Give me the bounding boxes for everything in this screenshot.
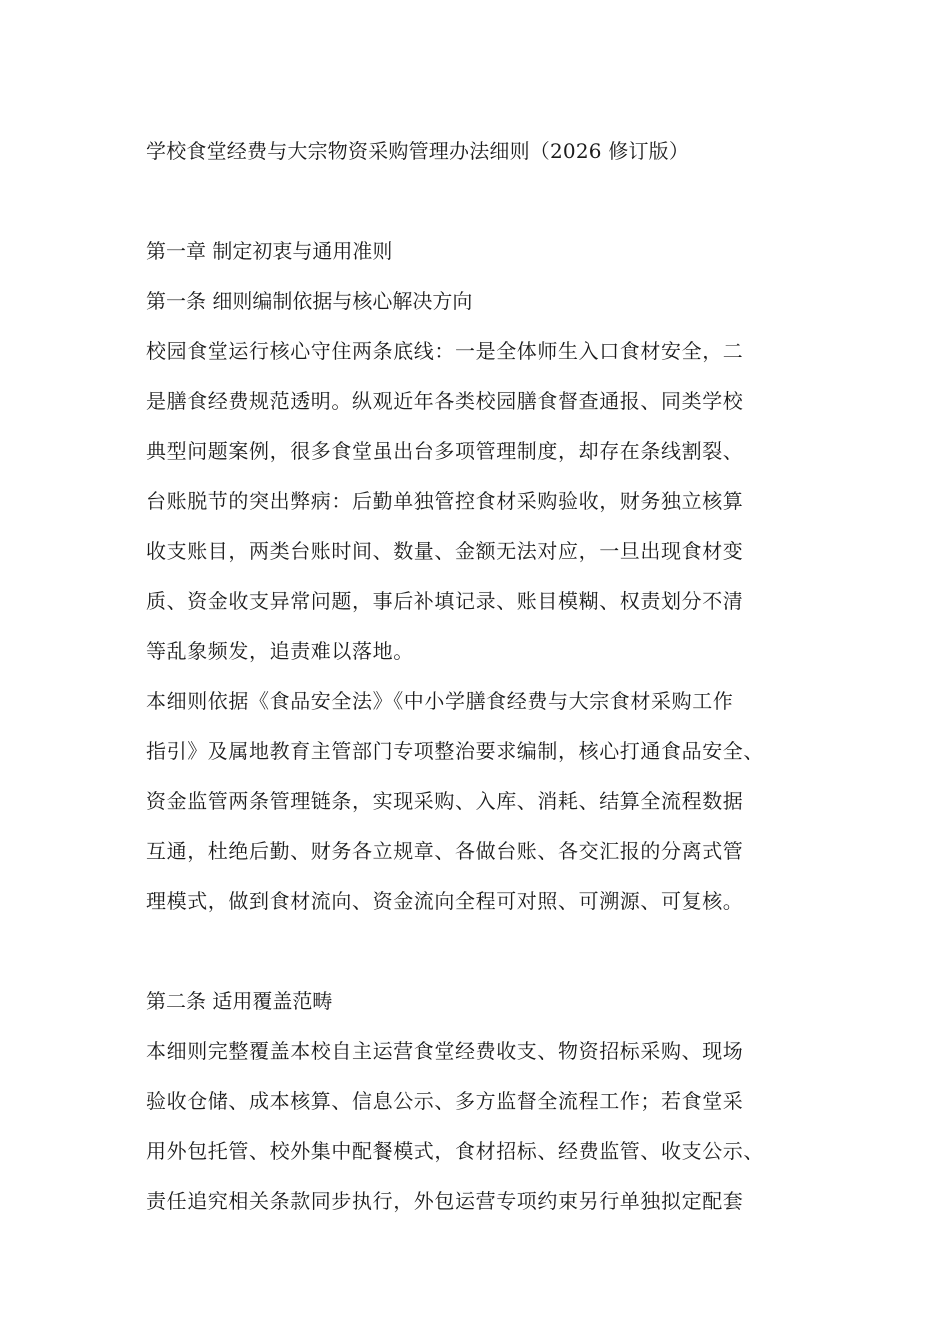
article-1-heading: 第一条 细则编制依据与核心解决方向 [146,289,473,313]
paragraph-line: 指引》及属地教育主管部门专项整治要求编制，核心打通食品安全、 [146,739,764,763]
paragraph-line: 互通，杜绝后勤、财务各立规章、各做台账、各交汇报的分离式管 [146,839,744,863]
paragraph-line: 校园食堂运行核心守住两条底线：一是全体师生入口食材安全，二 [146,339,744,363]
paragraph-line: 质、资金收支异常问题，事后补填记录、账目模糊、权责划分不清 [146,589,744,613]
paragraph-line: 资金监管两条管理链条，实现采购、入库、消耗、结算全流程数据 [146,789,744,813]
paragraph-line: 典型问题案例，很多食堂虽出台多项管理制度，却存在条线割裂、 [146,439,744,463]
chapter-1-heading: 第一章 制定初衷与通用准则 [146,239,393,263]
paragraph-line: 理模式，做到食材流向、资金流向全程可对照、可溯源、可复核。 [146,889,744,913]
paragraph-line: 是膳食经费规范透明。纵观近年各类校园膳食督查通报、同类学校 [146,389,744,413]
paragraph-line: 等乱象频发，追责难以落地。 [146,639,414,663]
article-2-heading: 第二条 适用覆盖范畴 [146,989,333,1013]
paragraph-line: 台账脱节的突出弊病：后勤单独管控食材采购验收，财务独立核算 [146,489,744,513]
document-title: 学校食堂经费与大宗物资采购管理办法细则（2026 修订版） [146,139,690,163]
paragraph-line: 收支账目，两类台账时间、数量、金额无法对应，一旦出现食材变 [146,539,744,563]
paragraph-line: 本细则完整覆盖本校自主运营食堂经费收支、物资招标采购、现场 [146,1039,744,1063]
paragraph-line: 验收仓储、成本核算、信息公示、多方监督全流程工作；若食堂采 [146,1089,744,1113]
paragraph-line: 本细则依据《食品安全法》《中小学膳食经费与大宗食材采购工作 [146,689,734,713]
paragraph-line: 责任追究相关条款同步执行，外包运营专项约束另行单独拟定配套 [146,1189,744,1213]
paragraph-line: 用外包托管、校外集中配餐模式，食材招标、经费监管、收支公示、 [146,1139,764,1163]
